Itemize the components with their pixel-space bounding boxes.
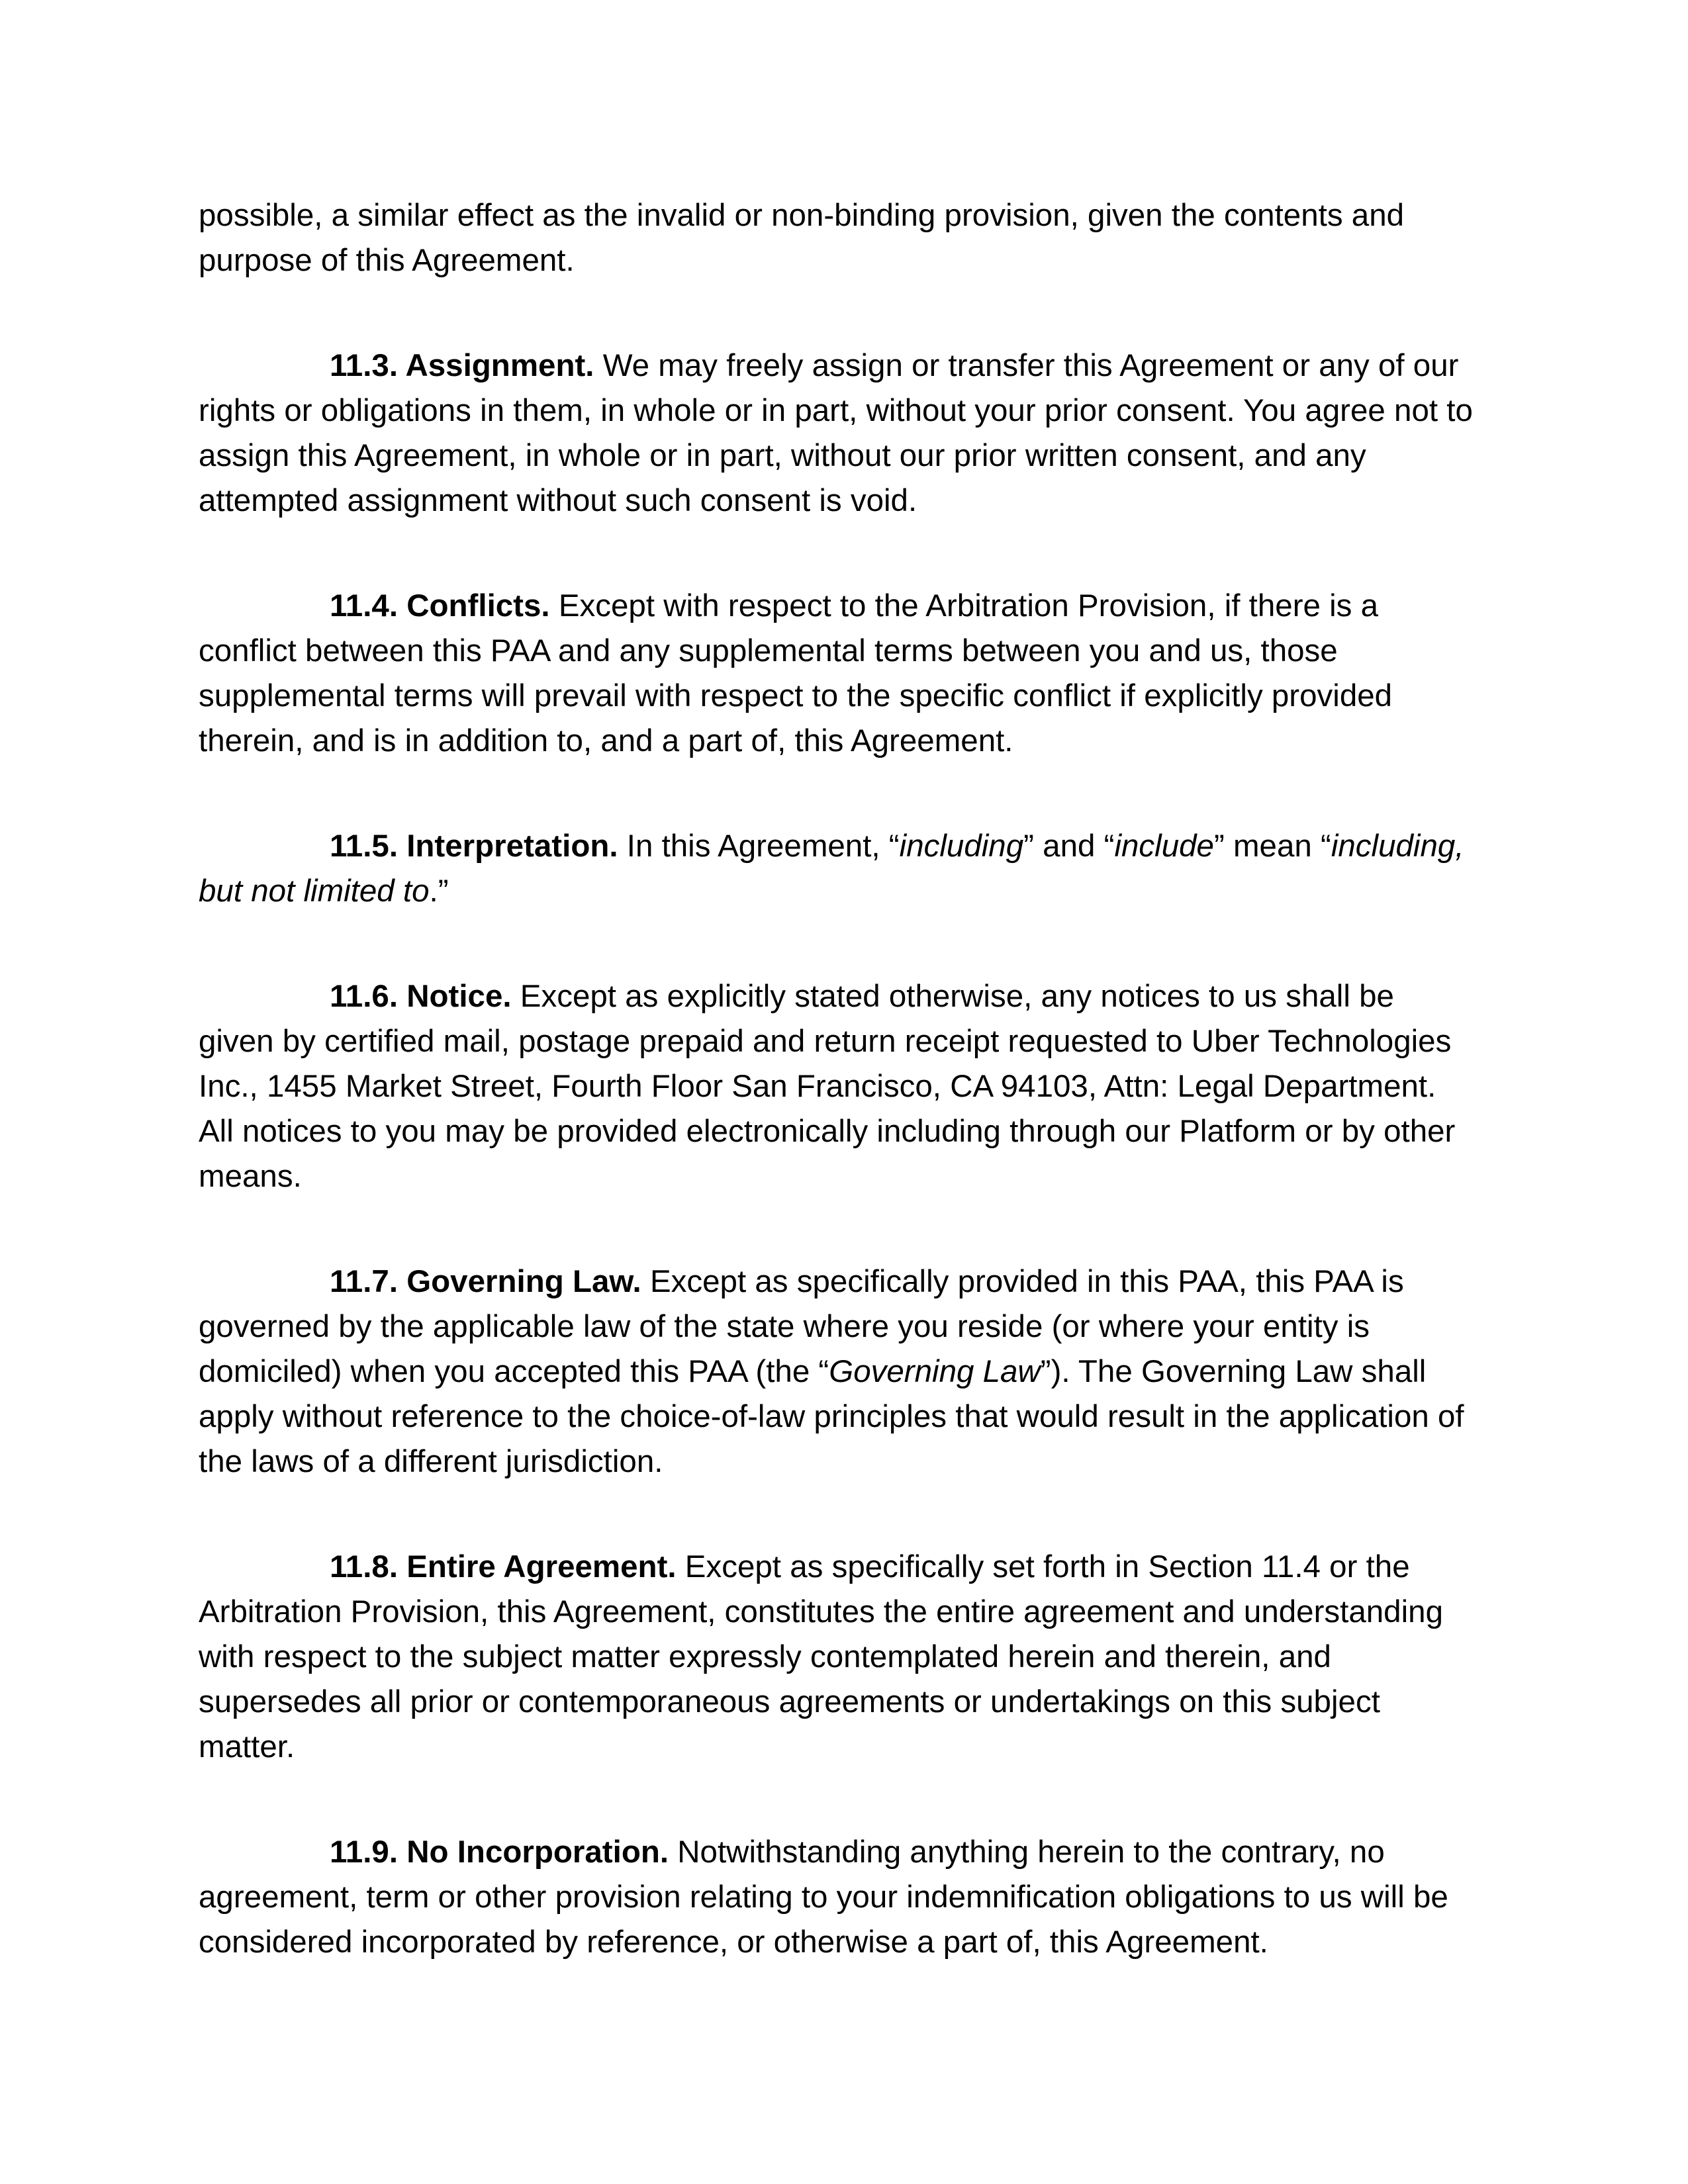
italic-term: including, but not limited to — [199, 829, 1464, 909]
section-heading: 11.6. Notice. — [330, 979, 512, 1014]
section-body-part: .” — [429, 874, 449, 909]
italic-term: including — [899, 829, 1024, 864]
section-body: Except with respect to the Arbitration Provision, if there is a conflict between this PAA and any supplemental terms between you and us, those supplemental terms will prevail with respect to the specific conflict if explicitly provided therein, and is in addition to, and a part of, this Agreement. — [199, 588, 1393, 758]
section-body-part: ” and “ — [1023, 829, 1115, 864]
section-11-4 — [199, 584, 1476, 764]
section-body-part: ” mean “ — [1213, 829, 1331, 864]
italic-term: Governing Law — [829, 1354, 1041, 1389]
section-heading: 11.9. No Incorporation. — [330, 1835, 669, 1870]
section-11-8 — [199, 1545, 1476, 1770]
section-body: Except as specifically set forth in Section 11.4 or the Arbitration Provision, this Agreement, constitutes the entire agreement and understanding with respect to the subject matter expressly contemplated herein and therein, and supersedes all prior or contemporaneous agreements or undertakings on this subject matter. — [199, 1549, 1443, 1764]
section-heading: 11.5. Interpretation. — [330, 829, 618, 864]
section-body-part: In this Agreement, “ — [618, 829, 900, 864]
section-11-5 — [199, 824, 1476, 914]
document-page — [199, 193, 1476, 2025]
section-heading: 11.7. Governing Law. — [330, 1264, 641, 1299]
section-11-9 — [199, 1830, 1476, 1965]
section-body: Notwithstanding anything herein to the contrary, no agreement, term or other provision relating to your indemnification obligations to us will be considered incorporated by reference, or otherwise a part of, this Agreement. — [199, 1835, 1448, 1960]
section-heading: 11.3. Assignment. — [330, 348, 594, 383]
italic-term: include — [1114, 829, 1214, 864]
section-11-7 — [199, 1259, 1476, 1484]
section-heading: 11.8. Entire Agreement. — [330, 1549, 677, 1584]
section-body: Except as explicitly stated otherwise, any notices to us shall be given by certified mail, postage prepaid and return receipt requested to Uber Technologies Inc., 1455 Market Street, Fourth Floor San Francisco, CA 94103, Attn: Legal Department. All notices to you may be provided electronically including through our Platform or by other means. — [199, 979, 1456, 1194]
section-heading: 11.4. Conflicts. — [330, 588, 550, 623]
section-11-3 — [199, 343, 1476, 523]
section-11-6 — [199, 974, 1476, 1199]
section-body-part: ”). The Governing Law shall apply without reference to the choice-of-law principles that would result in the application of the laws of a different jurisdiction. — [199, 1354, 1464, 1479]
section-body: We may freely assign or transfer this Agreement or any of our rights or obligations in them, in whole or in part, without your prior consent. You agree not to assign this Agreement, in whole or in part, without our prior written consent, and any attempted assignment without such consent is void. — [199, 348, 1473, 518]
section-body-part: Except as specifically provided in this PAA, this PAA is governed by the applicable law of the state where you reside (or where your entity is domiciled) when you accepted this PAA (the “ — [199, 1264, 1404, 1389]
intro-paragraph — [199, 193, 1476, 283]
intro-text: possible, a similar effect as the invalid or non-binding provision, given the contents and purpose of this Agreement. — [199, 198, 1405, 278]
